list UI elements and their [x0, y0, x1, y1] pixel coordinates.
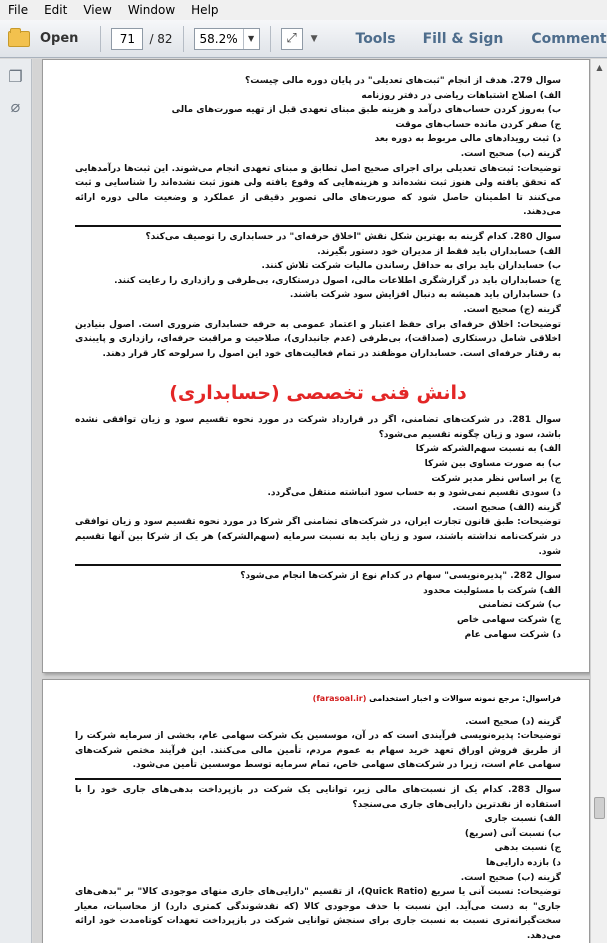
fill-sign-button[interactable]: Fill & Sign — [422, 30, 504, 47]
page-total: / 82 — [149, 31, 173, 46]
expand-icon[interactable]: ⤢ — [281, 28, 303, 50]
question-280: سوال 280. کدام گزینه به بهترین شکل نقش "اخلاق حرفه‌ای" در حسابداری را توصیف می‌کند؟ — [145, 231, 561, 242]
chevron-down-icon[interactable]: ▼ — [310, 33, 318, 44]
option-b: ب) به‌روز کردن حساب‌های درآمد و هزینه طبق مبنای تعهدی قبل از تهیه صورت‌های مالی — [171, 105, 561, 116]
option-d: د) شرکت سهامی عام — [464, 629, 561, 640]
zoom-select[interactable] — [194, 28, 260, 50]
paperclip-icon[interactable]: ⌀ — [10, 97, 21, 116]
toolbar-divider — [100, 26, 101, 52]
pdf-page — [42, 679, 590, 943]
divider — [75, 225, 561, 227]
divider — [75, 778, 561, 780]
toolbar — [0, 20, 607, 58]
question-282: سوال 282. "پذیره‌نویسی" سهام در کدام نوع از شرکت‌ها انجام می‌شود؟ — [240, 571, 561, 582]
option-b: ب) حسابداران باید برای به حداقل رساندن مالیات شرکت تلاش کنند. — [261, 261, 561, 272]
navigation-pane — [0, 59, 32, 943]
option-a: الف) اصلاح اشتباهات ریاضی در دفتر روزنامه — [361, 90, 561, 101]
menu-edit[interactable]: Edit — [44, 3, 68, 17]
explanation: توضیحات: پذیره‌نویسی فرآیندی است که در آن، موسسین یک شرکت سهامی عام، بخشی از سرمایه شرکت را از طریق فروش اوراق تعهد خرید سهام به عموم مردم، تأمین مالی می‌کنند. این فرآیند مختص شرکت‌های سهامی عام است، زیرا در شرکت‌های سهامی خاص، تمام سرمایه توسط موسسین تأمین می‌شود. — [75, 731, 561, 771]
scroll-up-icon[interactable]: ▲ — [596, 63, 603, 72]
question-279: سوال 279. هدف از انجام "ثبت‌های تعدیلی" در پایان دوره مالی چیست؟ — [244, 76, 561, 86]
open-button[interactable] — [8, 31, 78, 47]
menu-file[interactable]: File — [8, 3, 29, 17]
divider — [75, 564, 561, 566]
document-view[interactable] — [33, 59, 590, 943]
answer: گزینه (ج) صحیح است. — [463, 304, 561, 315]
option-c: ج) صفر کردن مانده حساب‌های موقت — [395, 119, 561, 130]
option-c: ج) شرکت سهامی خاص — [456, 615, 561, 625]
tools-button[interactable]: Tools — [355, 30, 396, 47]
page-content — [43, 692, 589, 943]
option-c: ج) حسابداران باید در گزارشگری اطلاعات مالی، اصول درستکاری، بی‌طرفی و رازداری را رعایت کنند. — [114, 275, 561, 286]
pages-icon[interactable]: ❐ — [8, 67, 23, 86]
question-281: سوال 281. در شرکت‌های تضامنی، اگر در قرارداد شرکت در مورد نحوه تقسیم سود و زیان توافقی نشده باشد، سود و زیان چگونه تقسیم می‌شود؟ — [75, 415, 561, 440]
answer: گزینه (ب) صحیح است. — [460, 148, 561, 159]
menu-window[interactable]: Window — [127, 3, 176, 17]
zoom-value: 58.2% — [199, 31, 238, 46]
menu-bar — [0, 0, 607, 20]
option-b: ب) شرکت تضامنی — [478, 600, 561, 611]
toolbar-divider — [270, 26, 271, 52]
option-b: ب) نسبت آنی (سریع) — [464, 828, 561, 839]
option-d: د) بازده دارایی‌ها — [486, 857, 561, 868]
option-c: ج) نسبت بدهی — [494, 843, 561, 854]
comment-button[interactable]: Comment — [531, 30, 607, 47]
page-content — [43, 60, 589, 642]
option-a: الف) به نسبت سهم‌الشرکه شرکا — [415, 444, 561, 455]
section-title: دانش فنی تخصصی (حسابداری) — [169, 382, 467, 405]
option-a: الف) نسبت جاری — [484, 814, 561, 825]
pdf-page — [42, 59, 590, 673]
option-d: د) حسابداران باید همیشه به دنبال افزایش سود شرکت باشند. — [289, 290, 561, 301]
option-b: ب) به صورت مساوی بین شرکا — [424, 459, 561, 470]
answer: گزینه (الف) صحیح است. — [452, 502, 561, 513]
page-header-source — [75, 692, 561, 707]
explanation: توضیحات: نسبت آنی یا سریع (Quick Ratio)، از تقسیم "دارایی‌های جاری منهای موجودی کالا" بر "بدهی‌های جاری" به دست می‌آید. این نسبت با حذف موجودی کالا (که نقدشوندگی کمتری دارد) از محاسبات، معیار سخت‌گیرانه‌تری نسبت به نسبت جاری برای سنجش توانایی شرکت در بازپرداخت تعهدات کوتاه‌مدت خود ارائه می‌دهد. — [75, 887, 561, 941]
source-brand: (farasoal.ir) — [312, 694, 367, 703]
option-d: د) ثبت رویدادهای مالی مربوط به دوره بعد — [374, 134, 561, 145]
option-a: الف) حسابداران باید فقط از مدیران خود دستور بگیرند. — [317, 246, 561, 257]
toolbar-divider — [183, 26, 184, 52]
chevron-down-icon[interactable]: ▼ — [243, 29, 259, 49]
option-c: ج) بر اساس نظر مدیر شرکت — [431, 473, 561, 484]
question-283: سوال 283. کدام یک از نسبت‌های مالی زیر، توانایی یک شرکت در بازپرداخت بدهی‌های جاری خود را با استفاده از نقدترین دارایی‌های جاری می‌سنجد؟ — [75, 784, 561, 810]
page-number-input[interactable]: 71 — [111, 28, 143, 50]
explanation: توضیحات: طبق قانون تجارت ایران، در شرکت‌های تضامنی اگر شرکا در مورد نحوه تقسیم سود و زیان توافقی در شرکت‌نامه نداشته باشند، سود و زیان باید به نسبت سرمایه (سهم‌الشرکه) هر یک از شرکا بین آنها تقسیم شود. — [75, 517, 561, 557]
option-a: الف) شرکت با مسئولیت محدود — [423, 585, 561, 596]
explanation: توضیحات: اخلاق حرفه‌ای برای حفظ اعتبار و اعتماد عمومی به حرفه حسابداری ضروری است. اصول بنیادین اخلاقی شامل درستکاری (صداقت)، بی‌طرفی (عدم جانبداری)، صلاحیت و مراقبت حرفه‌ای، رازداری و پایبندی به رفتار حرفه‌ای است. حسابداران موظفند در تمام فعالیت‌های خود این اصول را سرلوحه کار قرار دهند. — [75, 319, 561, 359]
answer: گزینه (ب) صحیح است. — [460, 872, 561, 883]
option-d: د) سودی تقسیم نمی‌شود و به حساب سود انباشته منتقل می‌گردد. — [267, 488, 561, 499]
vertical-scrollbar[interactable] — [590, 59, 607, 943]
explanation: توضیحات: ثبت‌های تعدیلی برای اجرای صحیح اصل تطابق و مبنای تعهدی انجام می‌شوند. این ثبت‌ها درآمدهایی که تحقق یافته ولی هنوز ثبت نشده‌اند و هزینه‌هایی که وقوع یافته ولی هنوز ثبت نشده‌اند را شناسایی و ثبت می‌کنند تا اطمینان حاصل شود که صورت‌های مالی تصویر دقیقی از عملکرد و وضعیت مالی دوره ارائه می‌دهند. — [75, 163, 561, 218]
menu-help[interactable]: Help — [191, 3, 219, 17]
scrollbar-thumb[interactable] — [594, 797, 605, 819]
source-prefix: فراسوال: مرجع نمونه سوالات و اخبار استخدامی — [369, 694, 561, 703]
folder-icon — [8, 31, 30, 47]
answer: گزینه (د) صحیح است. — [465, 716, 561, 727]
menu-view[interactable]: View — [83, 3, 112, 17]
open-label: Open — [40, 31, 79, 46]
